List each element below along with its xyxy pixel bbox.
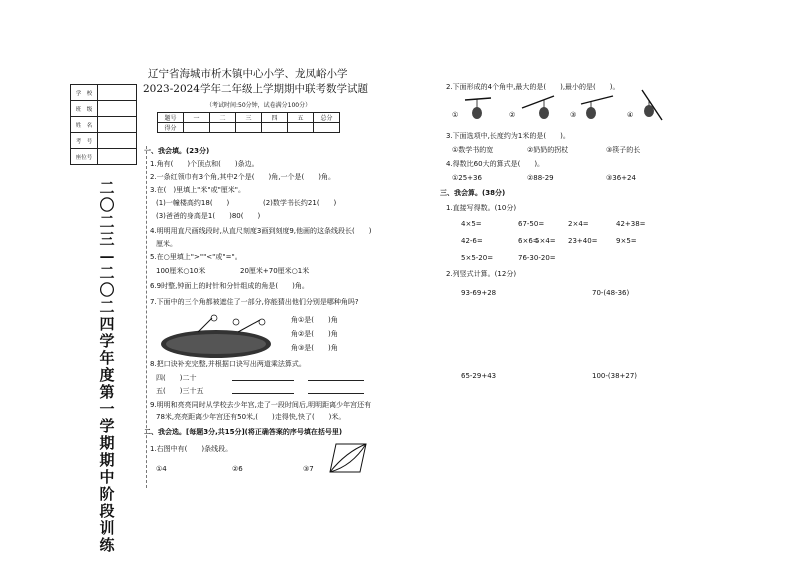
q5: 5.在○里填上">""<"或"="。 xyxy=(150,253,242,261)
info-label-name: 姓 名 xyxy=(71,117,98,133)
r-q2-option: ② xyxy=(509,111,516,119)
covered-angles-figure xyxy=(158,314,280,360)
r-q4: 4.得数比60大的算式是( )。 xyxy=(446,160,545,168)
lantern-angle-4 xyxy=(634,86,670,122)
section3-heading: 三、我会算。(38分) xyxy=(440,189,506,197)
oral-problem: 76-30-20= xyxy=(518,254,556,262)
r-q3-option: ①数学书的宽 xyxy=(452,146,494,154)
score-header: 题号 xyxy=(158,113,184,123)
q2: 2.一条红领巾有3个角,其中2个是( )角,一个是( )角。 xyxy=(150,173,335,181)
student-info-table xyxy=(70,84,137,165)
exam-id-field[interactable] xyxy=(98,133,137,149)
info-label-class: 班 级 xyxy=(71,101,98,117)
exam-note: （考试时间:50分钟，试卷满分100分） xyxy=(206,102,312,109)
r-q4-option: ②88-29 xyxy=(527,174,554,182)
r-q2-option: ① xyxy=(452,111,459,119)
q7-angle3: 角③是( )角 xyxy=(291,344,338,352)
r-q3-option: ③筷子的长 xyxy=(606,146,641,154)
r-q2: 2.下面形成的4个角中,最大的是( ),最小的是( )。 xyxy=(446,83,620,91)
q3a: (1)一幢楼高约18( ) xyxy=(156,199,230,207)
r-q4-option: ③36+24 xyxy=(606,174,636,182)
answer-line[interactable] xyxy=(232,393,294,394)
school-field[interactable] xyxy=(98,85,137,101)
info-label-school: 学 校 xyxy=(71,85,98,101)
section2-heading: 二、我会选。[每题3分,共15分](将正确答案的序号填在括号里) xyxy=(144,428,343,436)
q7-angle1: 角①是( )角 xyxy=(291,316,338,324)
oral-problem: 42-6= xyxy=(461,237,483,245)
oral-problem: 5×5-20= xyxy=(461,254,494,262)
seat-field[interactable] xyxy=(98,149,137,165)
r-q2-option: ③ xyxy=(570,111,577,119)
score-header: 二 xyxy=(210,113,236,123)
section1-heading: 一、我会填。(23分) xyxy=(144,147,210,155)
s2-q1-option: ①4 xyxy=(156,465,167,473)
oral-problem: 9×5= xyxy=(616,237,637,245)
score-cell[interactable] xyxy=(184,123,210,133)
s3-q1: 1.直接写得数。(10分) xyxy=(446,204,517,212)
s2-q1-option: ③7 xyxy=(303,465,314,473)
q4-line2: 厘米。 xyxy=(156,240,177,248)
q5b: 20厘米+70厘米○1米 xyxy=(240,267,310,275)
answer-line[interactable] xyxy=(308,380,364,381)
score-cell[interactable] xyxy=(262,123,288,133)
info-label-id: 考 号 xyxy=(71,133,98,149)
oral-problem: 4×5= xyxy=(461,220,482,228)
score-cell[interactable] xyxy=(314,123,340,133)
answer-line[interactable] xyxy=(308,393,364,394)
oral-problem: 5×4= xyxy=(535,237,556,245)
r-q2-option: ④ xyxy=(627,111,634,119)
q9-line1: 9.明明和亮亮同时从学校去少年宫,走了一段时间后,明明距离少年宫还有 xyxy=(150,401,372,409)
lantern-angle-2 xyxy=(518,94,558,122)
s2-q1-option: ②6 xyxy=(232,465,243,473)
s2-q1: 1.右图中有( )条线段。 xyxy=(150,445,233,453)
score-row-label: 得分 xyxy=(158,123,184,133)
vertical-problem: 93-69+28 xyxy=(461,289,497,297)
q3b: (2)数学书长约21( ) xyxy=(263,199,337,207)
vertical-problem: 100-(38+27) xyxy=(592,372,638,380)
name-field[interactable] xyxy=(98,117,137,133)
score-cell[interactable] xyxy=(210,123,236,133)
segments-figure xyxy=(326,440,370,476)
r-q3-option: ②奶奶的拐杖 xyxy=(527,146,569,154)
score-cell[interactable] xyxy=(236,123,262,133)
score-header: 四 xyxy=(262,113,288,123)
exam-title-line2: 2023-2024学年二年级上学期期中联考数学试题 xyxy=(143,83,368,95)
score-header: 五 xyxy=(288,113,314,123)
q5a: 100厘米○10米 xyxy=(156,267,206,275)
score-header: 一 xyxy=(184,113,210,123)
lantern-angle-3 xyxy=(577,94,617,122)
s3-q2: 2.列竖式计算。(12分) xyxy=(446,270,517,278)
oral-problem: 23+40= xyxy=(568,237,598,245)
q3c: (3)爸爸的身高是1( )80( ) xyxy=(156,212,261,220)
oral-problem: 67-50= xyxy=(518,220,545,228)
q8: 8.把口诀补充完整,并根据口诀写出两道乘法算式。 xyxy=(150,360,306,368)
q1: 1.角有( )个顶点和( )条边。 xyxy=(150,160,259,168)
r-q3: 3.下面选项中,长度约为1米的是( )。 xyxy=(446,132,570,140)
oral-problem: 6×6= xyxy=(518,237,539,245)
vertical-problem: 65-29+43 xyxy=(461,372,497,380)
score-header: 三 xyxy=(236,113,262,123)
q3: 3.在( )里填上"米"或"厘米"。 xyxy=(150,186,246,194)
q8a: 四( )二十 xyxy=(156,374,197,382)
info-label-seat: 座位号 xyxy=(71,149,98,165)
vertical-problem: 70-(48-36) xyxy=(592,289,630,297)
q8b: 五( )三十五 xyxy=(156,387,204,395)
r-q4-option: ①25+36 xyxy=(452,174,482,182)
q7-angle2: 角②是( )角 xyxy=(291,330,338,338)
oral-problem: 42+38= xyxy=(616,220,646,228)
q6: 6.9时整,钟面上的时针和分针组成的角是( )角。 xyxy=(150,282,309,290)
q9-line2: 78米,亮亮距离少年宫还有50米,( )走得快,快了( )米。 xyxy=(156,413,346,421)
class-field[interactable] xyxy=(98,101,137,117)
score-table xyxy=(157,112,340,133)
score-cell[interactable] xyxy=(288,123,314,133)
answer-line[interactable] xyxy=(232,380,294,381)
side-title: 二〇二三—二〇二四学年度第一学期期中阶段训练 xyxy=(99,179,115,554)
oral-problem: 2×4= xyxy=(568,220,589,228)
q4-line1: 4.明明用直尺画线段时,从直尺刻度3画到刻度9,他画的这条线段长( ) xyxy=(150,227,372,235)
lantern-angle-1 xyxy=(461,94,497,122)
exam-title-line1: 辽宁省海城市析木镇中心小学、龙凤峪小学 xyxy=(148,68,348,80)
q7: 7.下面中的三个角都被遮住了一部分,你能猜出他们分别是哪种角吗? xyxy=(150,298,359,306)
score-header: 总分 xyxy=(314,113,340,123)
